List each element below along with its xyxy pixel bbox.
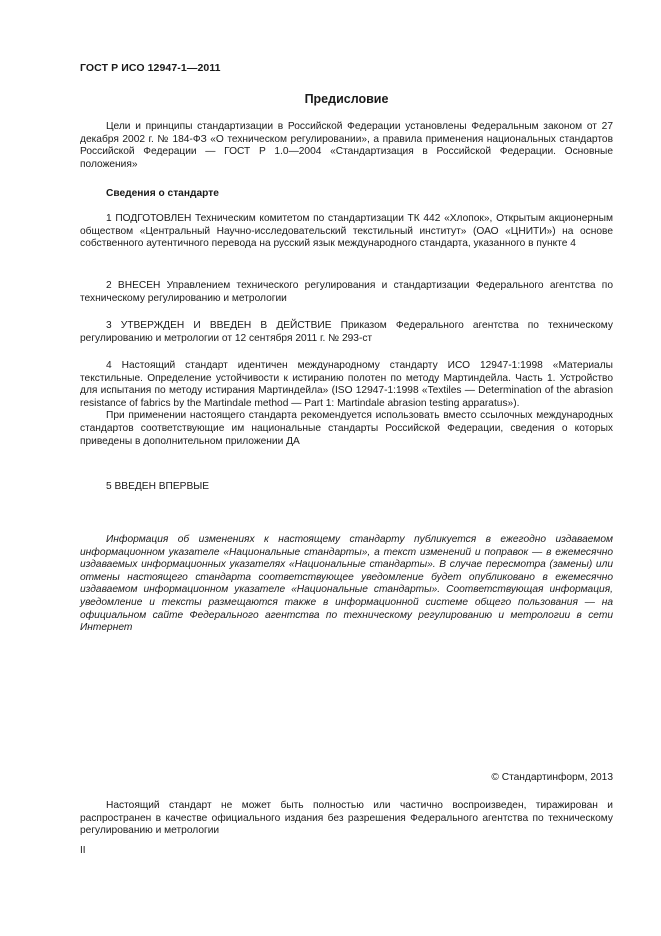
intro-paragraph: Цели и принципы стандартизации в Российской Федерации установлены Федеральным законом от 27 декабря 2002 г. № 184-ФЗ «О техническом регулировании», а правила применения национальных стандартов Российской Федерации — ГОСТ Р 1.0—2004 «Стандартизация в Российской Федерации. Основные положения» [80,121,613,170]
page-title: Предисловие [304,92,389,106]
item-3-paragraph: 3 УТВЕРЖДЕН И ВВЕДЕН В ДЕЙСТВИЕ Приказом Федерального агентства по техническому регулированию и метрологии от 12 сентября 2011 г. № 293-ст [80,320,613,344]
item-5-block [80,481,613,494]
intro-paragraph-block [80,121,613,171]
item-4-paragraph: 4 Настоящий стандарт идентичен международному стандарту ИСО 12947-1:1998 «Материалы текстильные. Определение устойчивости к истиранию полотен по методу Мартиндейла. Часть 1. Устройство для испытания по методу истирания Мартиндейла» (ISO 12947-1:1998 «Textiles — Determination of the abrasion resistance of fabrics by the Martindale method — Part 1: Martindale abrasion testing apparatus»). [80,360,613,409]
item-2-block [80,280,613,305]
item-1-block [80,213,613,251]
info-notice-paragraph: Информация об изменениях к настоящему стандарту публикуется в ежегодно издаваемом информационном указателе «Национальные стандарты», а текст изменений и поправок — в ежемесячно издаваемых информационных указателях «Национальные стандарты». В случае пересмотра (замены) или отмены настоящего стандарта соответствующее уведомление будет опубликовано в ежемесячно издаваемом информационном указателе «Национальные стандарты». Соответствующая информация, уведомление и тексты размещаются также в информационной системе общего пользования — на официальном сайте Федерального агентства по техническому регулированию и метрологии в сети Интернет [80,534,613,634]
reproduction-notice-paragraph: Настоящий стандарт не может быть полностью или частично воспроизведен, тиражирован и распространен в качестве официального издания без разрешения Федерального агентства по техническому регулированию и метрологии [80,800,613,837]
page-number: II [80,845,86,856]
item-5-paragraph: 5 ВВЕДЕН ВПЕРВЫЕ [106,481,210,492]
item-4-note-paragraph: При применении настоящего стандарта рекомендуется использовать вместо ссылочных международных стандартов соответствующие им национальные стандарты Российской Федерации, сведения о которых приведены в дополнительном приложении ДА [80,410,613,447]
reproduction-notice-block [80,800,613,838]
item-1-paragraph: 1 ПОДГОТОВЛЕН Техническим комитетом по стандартизации ТК 442 «Хлопок», Открытым акционерным обществом «Центральный Научно-исследовательский текстильный институт» (ОАО «ЦНИТИ») на основе собственного аутентичного перевода на русский язык международного стандарта, указанного в пункте 4 [80,213,613,250]
document-code-header: ГОСТ Р ИСО 12947-1—2011 [80,62,221,74]
item-3-block [80,320,613,345]
copyright-line: © Стандартинформ, 2013 [491,772,613,783]
standard-info-heading: Сведения о стандарте [106,188,219,199]
item-4-block [80,360,613,448]
info-notice-block [80,534,613,635]
item-2-paragraph: 2 ВНЕСЕН Управлением технического регулирования и стандартизации Федерального агентства по техническому регулированию и метрологии [80,280,613,304]
